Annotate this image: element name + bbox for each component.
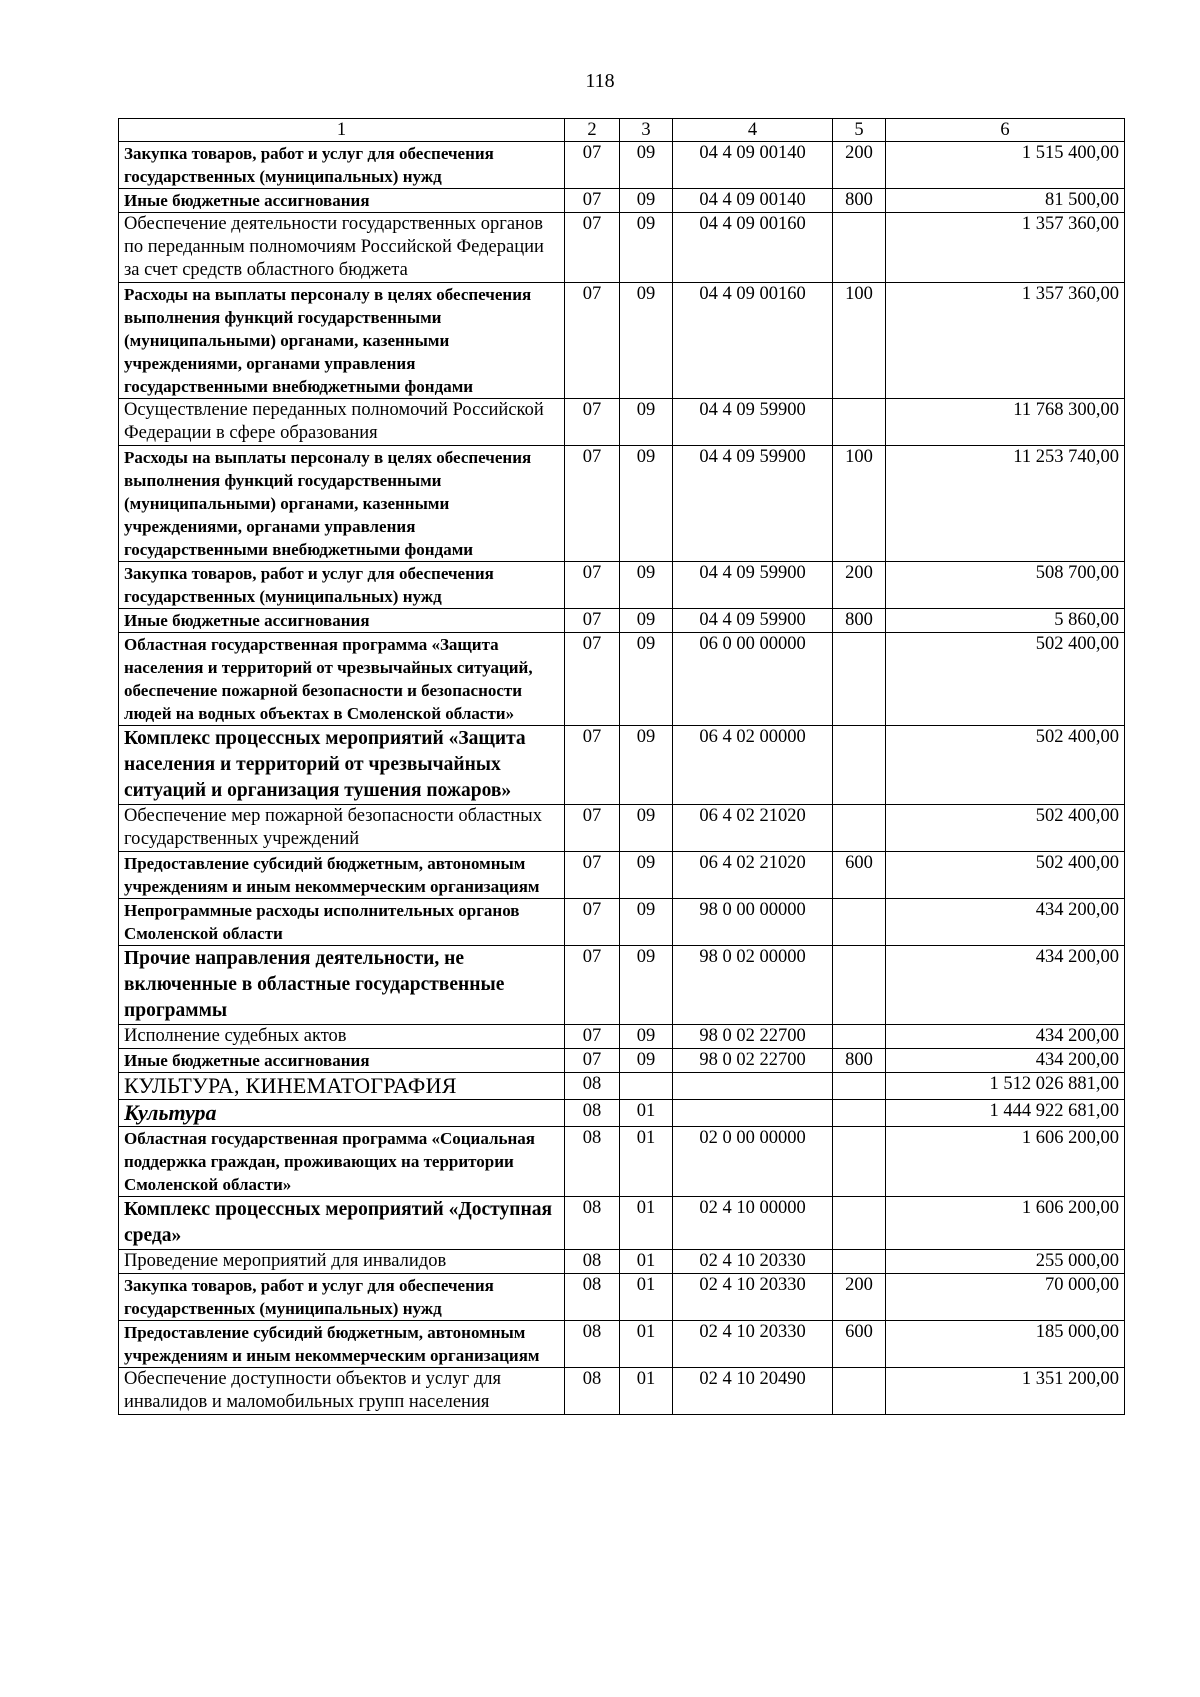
- row-expense-type-cell: 100: [833, 446, 886, 562]
- header-cell: 6: [886, 119, 1125, 142]
- table-row: [119, 1073, 1125, 1100]
- row-name-cell: Расходы на выплаты персоналу в целях обеспечения выполнения функций государственными (муниципальными) органами, казенными учреждениями, органами управления государственными внебюджетными фондами: [119, 446, 565, 562]
- row-subsection-cell: 09: [620, 189, 673, 213]
- row-expense-type-cell: [833, 1250, 886, 1274]
- row-name-cell: Осуществление переданных полномочий Российской Федерации в сфере образования: [119, 399, 565, 446]
- row-amount-cell: 508 700,00: [886, 562, 1125, 609]
- table-row: [119, 446, 1125, 562]
- row-expense-type-cell: [833, 1127, 886, 1197]
- row-subsection-cell: 09: [620, 899, 673, 946]
- row-target-article-cell: 98 0 02 00000: [673, 946, 833, 1025]
- table-row: [119, 399, 1125, 446]
- row-amount-cell: 1 606 200,00: [886, 1197, 1125, 1250]
- row-section-cell: 08: [565, 1274, 620, 1321]
- row-expense-type-cell: [833, 805, 886, 852]
- row-name-cell: Прочие направления деятельности, не включенные в областные государственные программы: [119, 946, 565, 1025]
- row-amount-cell: 434 200,00: [886, 899, 1125, 946]
- row-amount-cell: 502 400,00: [886, 805, 1125, 852]
- row-amount-cell: 502 400,00: [886, 633, 1125, 726]
- row-amount-cell: 434 200,00: [886, 1049, 1125, 1073]
- table-row: [119, 946, 1125, 1025]
- row-name-cell: Непрограммные расходы исполнительных органов Смоленской области: [119, 899, 565, 946]
- row-section-cell: 07: [565, 946, 620, 1025]
- row-target-article-cell: 02 4 10 20330: [673, 1321, 833, 1368]
- row-expense-type-cell: 200: [833, 1274, 886, 1321]
- row-target-article-cell: 98 0 02 22700: [673, 1025, 833, 1049]
- row-expense-type-cell: [833, 633, 886, 726]
- table-row: [119, 1274, 1125, 1321]
- row-expense-type-cell: [833, 399, 886, 446]
- row-name-cell: Закупка товаров, работ и услуг для обеспечения государственных (муниципальных) нужд: [119, 562, 565, 609]
- row-section-cell: 07: [565, 213, 620, 283]
- row-amount-cell: 502 400,00: [886, 852, 1125, 899]
- row-name-cell: Исполнение судебных актов: [119, 1025, 565, 1049]
- row-target-article-cell: [673, 1073, 833, 1100]
- row-subsection-cell: [620, 1073, 673, 1100]
- row-name-cell: Иные бюджетные ассигнования: [119, 189, 565, 213]
- header-cell: 4: [673, 119, 833, 142]
- row-name-cell: Проведение мероприятий для инвалидов: [119, 1250, 565, 1274]
- row-target-article-cell: 98 0 02 22700: [673, 1049, 833, 1073]
- row-expense-type-cell: 600: [833, 1321, 886, 1368]
- row-amount-cell: 1 357 360,00: [886, 213, 1125, 283]
- row-name-cell: Предоставление субсидий бюджетным, автономным учреждениям и иным некоммерческим организациям: [119, 1321, 565, 1368]
- row-amount-cell: 434 200,00: [886, 1025, 1125, 1049]
- row-amount-cell: 1 515 400,00: [886, 142, 1125, 189]
- header-cell: 1: [119, 119, 565, 142]
- row-name-cell: КУЛЬТУРА, КИНЕМАТОГРАФИЯ: [119, 1073, 565, 1100]
- row-subsection-cell: 09: [620, 213, 673, 283]
- row-section-cell: 07: [565, 1025, 620, 1049]
- row-expense-type-cell: 800: [833, 609, 886, 633]
- row-target-article-cell: 04 4 09 59900: [673, 609, 833, 633]
- row-subsection-cell: 01: [620, 1127, 673, 1197]
- row-subsection-cell: 09: [620, 946, 673, 1025]
- row-name-cell: Областная государственная программа «Защита населения и территорий от чрезвычайных ситуаций, обеспечение пожарной безопасности и безопасности людей на водных объектах в Смоленской области»: [119, 633, 565, 726]
- row-name-cell: Расходы на выплаты персоналу в целях обеспечения выполнения функций государственными (муниципальными) органами, казенными учреждениями, органами управления государственными внебюджетными фондами: [119, 283, 565, 399]
- row-section-cell: 08: [565, 1073, 620, 1100]
- row-section-cell: 07: [565, 1049, 620, 1073]
- row-name-cell: Иные бюджетные ассигнования: [119, 609, 565, 633]
- table-row: [119, 1127, 1125, 1197]
- header-cell: 3: [620, 119, 673, 142]
- row-amount-cell: 81 500,00: [886, 189, 1125, 213]
- table-row: [119, 1321, 1125, 1368]
- row-expense-type-cell: [833, 1025, 886, 1049]
- row-target-article-cell: 02 4 10 20330: [673, 1250, 833, 1274]
- row-expense-type-cell: [833, 213, 886, 283]
- row-expense-type-cell: [833, 1368, 886, 1415]
- table-row: [119, 189, 1125, 213]
- row-subsection-cell: 09: [620, 609, 673, 633]
- row-name-cell: Иные бюджетные ассигнования: [119, 1049, 565, 1073]
- row-name-cell: Обеспечение мер пожарной безопасности областных государственных учреждений: [119, 805, 565, 852]
- row-subsection-cell: 09: [620, 1049, 673, 1073]
- row-subsection-cell: 09: [620, 805, 673, 852]
- row-expense-type-cell: [833, 899, 886, 946]
- row-subsection-cell: 09: [620, 852, 673, 899]
- row-name-cell: Предоставление субсидий бюджетным, автономным учреждениям и иным некоммерческим организациям: [119, 852, 565, 899]
- row-subsection-cell: 09: [620, 399, 673, 446]
- row-subsection-cell: 09: [620, 562, 673, 609]
- row-subsection-cell: 01: [620, 1197, 673, 1250]
- row-target-article-cell: 04 4 09 00140: [673, 142, 833, 189]
- table-row: [119, 213, 1125, 283]
- row-subsection-cell: 01: [620, 1321, 673, 1368]
- row-section-cell: 07: [565, 633, 620, 726]
- row-amount-cell: 1 351 200,00: [886, 1368, 1125, 1415]
- table-row: [119, 562, 1125, 609]
- row-section-cell: 07: [565, 142, 620, 189]
- table-row: [119, 1049, 1125, 1073]
- row-expense-type-cell: 200: [833, 562, 886, 609]
- table-row: [119, 1250, 1125, 1274]
- row-name-cell: Областная государственная программа «Социальная поддержка граждан, проживающих на территории Смоленской области»: [119, 1127, 565, 1197]
- table-row: [119, 142, 1125, 189]
- table-row: [119, 283, 1125, 399]
- table-row: [119, 899, 1125, 946]
- row-section-cell: 07: [565, 189, 620, 213]
- row-amount-cell: 1 606 200,00: [886, 1127, 1125, 1197]
- row-section-cell: 07: [565, 446, 620, 562]
- header-row: [119, 119, 1125, 142]
- row-expense-type-cell: [833, 1073, 886, 1100]
- row-expense-type-cell: 800: [833, 1049, 886, 1073]
- row-expense-type-cell: [833, 1197, 886, 1250]
- row-target-article-cell: 06 0 00 00000: [673, 633, 833, 726]
- row-subsection-cell: 01: [620, 1274, 673, 1321]
- row-subsection-cell: 09: [620, 633, 673, 726]
- row-subsection-cell: 01: [620, 1368, 673, 1415]
- row-section-cell: 07: [565, 852, 620, 899]
- table-row: [119, 805, 1125, 852]
- row-section-cell: 07: [565, 283, 620, 399]
- row-target-article-cell: 06 4 02 00000: [673, 726, 833, 805]
- row-target-article-cell: 06 4 02 21020: [673, 852, 833, 899]
- row-subsection-cell: 09: [620, 726, 673, 805]
- table-row: [119, 852, 1125, 899]
- row-amount-cell: 434 200,00: [886, 946, 1125, 1025]
- row-name-cell: Обеспечение деятельности государственных органов по переданным полномочиям Российской Федерации за счет средств областного бюджета: [119, 213, 565, 283]
- table-row: [119, 726, 1125, 805]
- row-name-cell: Закупка товаров, работ и услуг для обеспечения государственных (муниципальных) нужд: [119, 1274, 565, 1321]
- row-amount-cell: 255 000,00: [886, 1250, 1125, 1274]
- row-subsection-cell: 01: [620, 1100, 673, 1127]
- row-expense-type-cell: 100: [833, 283, 886, 399]
- row-name-cell: Культура: [119, 1100, 565, 1127]
- row-target-article-cell: 04 4 09 00160: [673, 213, 833, 283]
- table-row: [119, 1100, 1125, 1127]
- row-amount-cell: 11 253 740,00: [886, 446, 1125, 562]
- row-subsection-cell: 09: [620, 142, 673, 189]
- row-name-cell: Обеспечение доступности объектов и услуг для инвалидов и маломобильных групп населения: [119, 1368, 565, 1415]
- row-section-cell: 07: [565, 726, 620, 805]
- table-row: [119, 1025, 1125, 1049]
- row-subsection-cell: 09: [620, 283, 673, 399]
- row-expense-type-cell: [833, 1100, 886, 1127]
- row-target-article-cell: [673, 1100, 833, 1127]
- row-target-article-cell: 04 4 09 59900: [673, 399, 833, 446]
- row-target-article-cell: 04 4 09 00160: [673, 283, 833, 399]
- row-section-cell: 07: [565, 805, 620, 852]
- row-target-article-cell: 98 0 00 00000: [673, 899, 833, 946]
- row-section-cell: 08: [565, 1368, 620, 1415]
- row-amount-cell: 1 444 922 681,00: [886, 1100, 1125, 1127]
- row-target-article-cell: 02 4 10 20330: [673, 1274, 833, 1321]
- row-section-cell: 08: [565, 1321, 620, 1368]
- row-target-article-cell: 04 4 09 00140: [673, 189, 833, 213]
- row-target-article-cell: 04 4 09 59900: [673, 562, 833, 609]
- row-target-article-cell: 02 4 10 00000: [673, 1197, 833, 1250]
- row-expense-type-cell: [833, 946, 886, 1025]
- row-amount-cell: 1 357 360,00: [886, 283, 1125, 399]
- table-body: [119, 142, 1125, 1415]
- row-expense-type-cell: [833, 726, 886, 805]
- header-cell: 5: [833, 119, 886, 142]
- row-subsection-cell: 09: [620, 446, 673, 562]
- row-section-cell: 07: [565, 562, 620, 609]
- row-target-article-cell: 02 0 00 00000: [673, 1127, 833, 1197]
- row-section-cell: 07: [565, 609, 620, 633]
- table-row: [119, 1368, 1125, 1415]
- row-target-article-cell: 06 4 02 21020: [673, 805, 833, 852]
- row-amount-cell: 5 860,00: [886, 609, 1125, 633]
- table-row: [119, 1197, 1125, 1250]
- row-expense-type-cell: 800: [833, 189, 886, 213]
- row-expense-type-cell: 200: [833, 142, 886, 189]
- row-section-cell: 08: [565, 1127, 620, 1197]
- row-section-cell: 08: [565, 1250, 620, 1274]
- row-amount-cell: 502 400,00: [886, 726, 1125, 805]
- row-subsection-cell: 09: [620, 1025, 673, 1049]
- budget-table: [118, 118, 1125, 1415]
- row-name-cell: Комплекс процессных мероприятий «Доступная среда»: [119, 1197, 565, 1250]
- row-section-cell: 07: [565, 399, 620, 446]
- row-expense-type-cell: 600: [833, 852, 886, 899]
- table-row: [119, 633, 1125, 726]
- row-section-cell: 08: [565, 1100, 620, 1127]
- row-amount-cell: 1 512 026 881,00: [886, 1073, 1125, 1100]
- row-amount-cell: 70 000,00: [886, 1274, 1125, 1321]
- row-name-cell: Закупка товаров, работ и услуг для обеспечения государственных (муниципальных) нужд: [119, 142, 565, 189]
- row-target-article-cell: 02 4 10 20490: [673, 1368, 833, 1415]
- row-amount-cell: 185 000,00: [886, 1321, 1125, 1368]
- header-cell: 2: [565, 119, 620, 142]
- row-subsection-cell: 01: [620, 1250, 673, 1274]
- row-amount-cell: 11 768 300,00: [886, 399, 1125, 446]
- row-section-cell: 08: [565, 1197, 620, 1250]
- row-target-article-cell: 04 4 09 59900: [673, 446, 833, 562]
- row-section-cell: 07: [565, 899, 620, 946]
- page-number: 118: [585, 70, 615, 92]
- row-name-cell: Комплекс процессных мероприятий «Защита населения и территорий от чрезвычайных ситуаций и организация тушения пожаров»: [119, 726, 565, 805]
- table-row: [119, 609, 1125, 633]
